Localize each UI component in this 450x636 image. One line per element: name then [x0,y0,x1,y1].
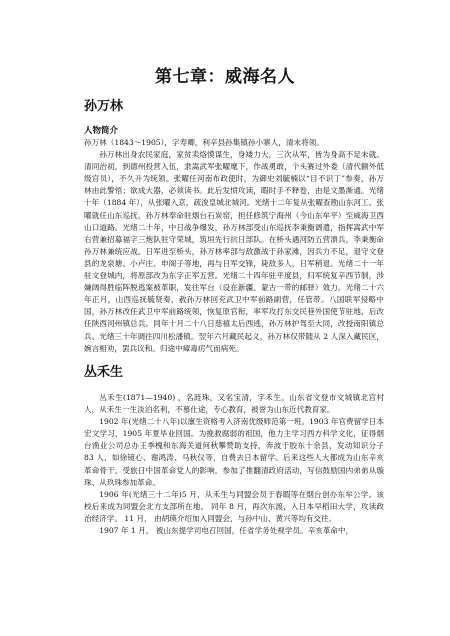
chapter-title: 第七章：威海名人 [155,67,295,87]
paragraph: 孙万林（1843～1905），字寿卿，利辛县孙集镇孙小寨人，清末将领。 [84,138,324,147]
paragraph: 1906 年(光绪三十二年)5 月，从禾生与同盟会员于春暇等在烟台创办东牟公学。该校后来成为同盟会北方支部所在地。 同年 8 月，再次东渡，入日本早稻田大学，攻读政治经济学。 11 月， 由胡瑛介绍加入同盟会，与孙中山、黄兴等均有交往。 [84,489,384,523]
section-body-sun-wanlin [84,137,384,355]
section-body-cong-hesheng [84,392,384,537]
paragraph: 1902 年(光绪二十八年)以廪生资格考入济南优级师范第一班。1903 年官费留学日本宏文学习，1905 年夏毕业回国。为挽救腐弱的祖国，他力主学习西方科学文化，征得烟台渔业公司总办王季槐和东海关道何秋攀赞助支持，奔波于胶东十余县，发动知识分子 83 人，如徐镜心、谢鸿涛、马秋仪等，自费去日本留学。后来这些人大都成为山东辛亥革命骨干。受旅日中国革命党人的影响，参加了推翻清政府活动，写信鼓励国内弟弟从璇珠、从玖珠参加革命。 [84,417,384,487]
section-heading-sun-wanlin: 孙万林 [84,99,124,114]
section-subheading-profile: 人物简介 [84,126,119,136]
paragraph: 孙万林出身农民家庭，家贫卖烙馍谋生，身矮力大，三次从军，皆为身高不足未就。清同治初，到德州投营入伍，隶嵩武军张曜麾下，作战勇敢，个头赛过外委（清代额外低级官员），不久升为统领。张曜任河南布政使时，为御史刘毓楠以“目不识丁”参奏，孙万林由此警悟；欲成大器，必须读书。此后发愤攻读，暇时手不释卷，由是文墨渐通。光绪十年（1884 年），从张曜入京，疏浚皇城北城河。光绪十二年复从张曜查勘山东河工。张曜就任山东巡抚，孙万林奉命驻烟台石炭窑，担任修筑宁海州（今山东牟平）至威海卫西山口道路。光绪二十年，中日战争爆发，孙万林部受山东巡抚李秉衡调遣，指挥嵩武中军右营兼招募福字三炮队驻守荣城，筑垣先行抗日部队。在桥头遇河防五营溃兵，李秉衡命孙万林兼统应战。日军进至桥头，孙万林率部与敌激战于孙家滩，因兵力不足，退守文登县的龙泉塘、小卢庄、申阁子等地，再与日军交锋，毙敌多人，日军稍退。光绪二十一年驻文登城内，将原部改为东字正军五营。光绪二十四年驻平度县，归军统复辛西节制，涉嫌阔得胜临阵脱逃案被革职，发往军台（设在新疆、蒙古一带的邮驿）效力。光绪二十六年正月，山西巡抚毓贤奏，赦孙万林回充武卫中军前路副营，任管带。八国联军侵略中国，孙万林改任武卫中军前路统领，恢复原官衔，率军攻打东交民巷外国使节驻地，后改任陕西河州镇总兵。同年十月二十八日慈禧太后西逃，孙万林护驾至大同，改授南阳镇总兵。光绪三十年调往四川松潘镇。翌年六月藏民起义，孙万林仅带随从 2 人深入藏民区，婉言相劝，罢兵议和。归途中瘴毒疠气而病死。 [84,150,384,353]
section-heading-cong-hesheng: 丛禾生 [84,365,124,380]
paragraph: 丛禾生(1871—1940) ，名涟珠，又名宝清，字禾生。山东省文登市文城镇北宫村人，从禾生一生淡泊名利，不慕仕途，专心教育，被誉为山东近代教育家。 [84,393,384,415]
paragraph: 1907 年 1 月， 被山东提学司电召回国，任省学务处视学员。辛亥革命中， [99,526,354,536]
